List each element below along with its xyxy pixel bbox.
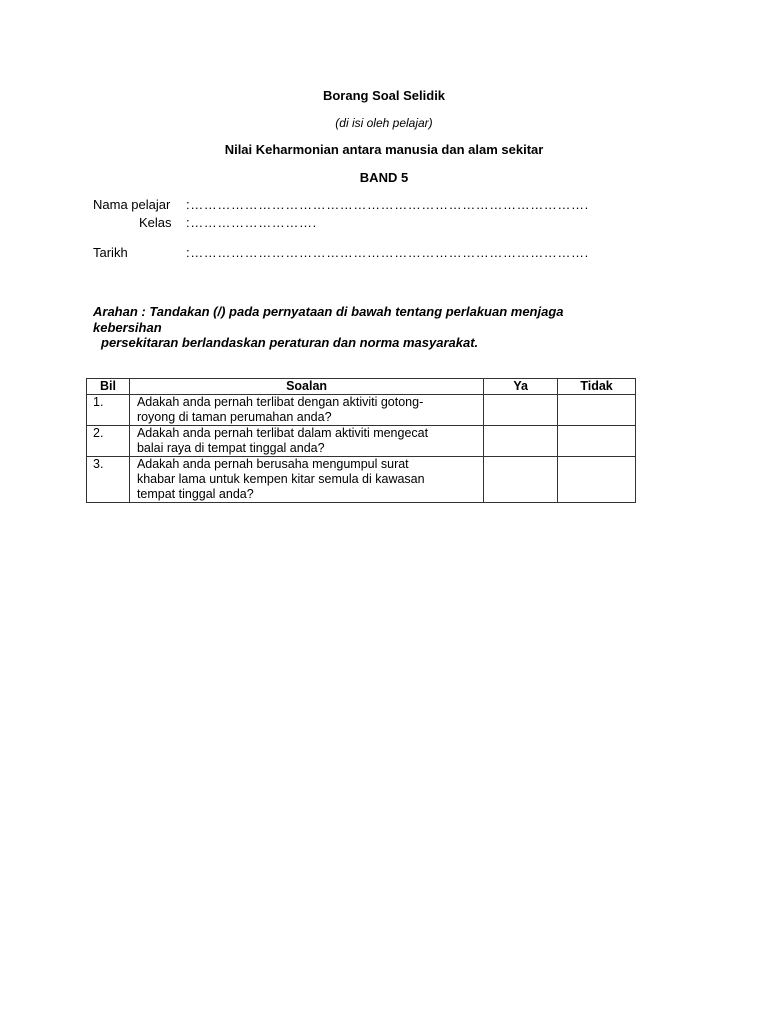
instruction-line-2: kebersihan [93,320,162,335]
header-bil: Bil [87,379,130,395]
question-line: balai raya di tempat tinggal anda? [136,441,325,455]
form-title: Borang Soal Selidik [322,88,446,103]
header-tidak: Tidak [558,379,636,395]
instruction-line-3: persekitaran berlandaskan peraturan dan norma masyarakat. [101,335,479,350]
question-line: Adakah anda pernah berusaha mengumpul surat [136,457,409,471]
row-number: 3. [87,457,130,503]
field-label: Kelas [139,215,172,230]
ya-cell[interactable] [484,457,558,503]
field-blank[interactable]: :………………………. [186,215,317,230]
question-text [129,395,483,426]
tidak-cell[interactable] [558,457,636,503]
question-table [86,378,636,503]
question-line: Adakah anda pernah terlibat dalam aktiviti mengecat [136,426,429,440]
header-ya: Ya [484,379,558,395]
table-row [87,457,636,503]
tidak-cell[interactable] [558,395,636,426]
table-header-row [87,379,636,395]
field-blank[interactable]: :……………………………………………………………………………. [186,197,589,212]
table-row [87,395,636,426]
field-label: Nama pelajar [93,197,171,212]
field-blank[interactable]: :……………………………………………………………………………. [186,245,589,260]
question-text [129,426,483,457]
instruction-line-1: Arahan : Tandakan (/) pada pernyataan di bawah tentang perlakuan menjaga [93,304,564,319]
question-line: Adakah anda pernah terlibat dengan aktiviti gotong- [136,395,424,409]
row-number: 1. [87,395,130,426]
form-subtitle: (di isi oleh pelajar) [335,116,433,130]
header-soalan: Soalan [129,379,483,395]
question-text [129,457,483,503]
band-label: BAND 5 [359,170,409,185]
tidak-cell[interactable] [558,426,636,457]
form-heading: Nilai Keharmonian antara manusia dan alam sekitar [224,142,544,157]
question-line: tempat tinggal anda? [136,487,254,501]
ya-cell[interactable] [484,426,558,457]
field-label: Tarikh [93,245,128,260]
table-row [87,426,636,457]
question-line: khabar lama untuk kempen kitar semula di kawasan [136,472,425,486]
question-line: royong di taman perumahan anda? [136,410,332,424]
ya-cell[interactable] [484,395,558,426]
row-number: 2. [87,426,130,457]
